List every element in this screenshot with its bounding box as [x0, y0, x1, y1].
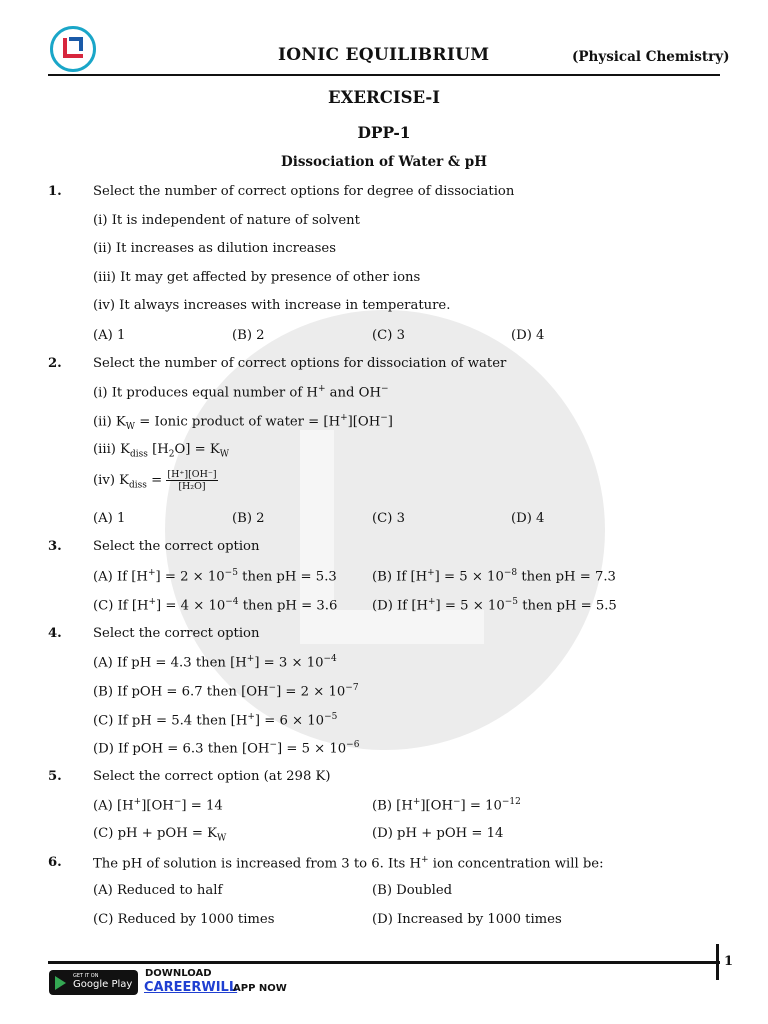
question-1-statement: (iii) It may get affected by presence of other ions [93, 270, 421, 285]
download-label: DOWNLOAD [145, 968, 212, 979]
question-3-option[interactable]: (B) If $[H^+] = 5 \times 10^{-8}$ then pH = 7.3 [372, 568, 616, 585]
question-2-option[interactable]: (D) 4 [511, 511, 545, 526]
question-1-text: Select the number of correct options for degree of dissociation [93, 184, 515, 199]
question-5-option[interactable]: (A) [H+][OH−] = 14 [93, 797, 223, 814]
question-2-option[interactable]: (A) 1 [93, 511, 126, 526]
page-subject-title: IONIC EQUILIBRIUM [278, 45, 490, 65]
question-4-option[interactable]: (A) If pH = 4.3 then $[H^+] = 3 \times 10^{-4}$ [93, 654, 337, 671]
question-5-text: Select the correct option (at 298 K) [93, 769, 331, 784]
footer-divider [48, 961, 720, 964]
question-2-option[interactable]: (C) 3 [372, 511, 405, 526]
question-6-option[interactable]: (B) Doubled [372, 883, 453, 898]
question-3-number: 3. [48, 539, 62, 554]
question-5-number: 5. [48, 769, 62, 784]
question-6-option[interactable]: (C) Reduced by 1000 times [93, 912, 275, 927]
question-2-statement: (i) It produces equal number of H+ and OH− [93, 384, 389, 401]
question-1-option[interactable]: (B) 2 [232, 328, 265, 343]
play-icon [55, 976, 66, 990]
question-1-number: 1. [48, 184, 62, 199]
question-6-number: 6. [48, 855, 62, 870]
question-3-option[interactable]: (D) If $[H^+] = 5 \times 10^{-5}$ then pH = 5.5 [372, 597, 617, 614]
question-3-text: Select the correct option [93, 539, 260, 554]
question-1-option[interactable]: (A) 1 [93, 328, 126, 343]
question-3-option[interactable]: (C) If $[H^+] = 4 \times 10^{-4}$ then pH = 3.6 [93, 597, 338, 614]
question-2-text: Select the number of correct options for dissociation of water [93, 356, 507, 371]
question-1-statement: (ii) It increases as dilution increases [93, 241, 336, 256]
question-2-statement: (ii) $K_W$ = Ionic product of water = [H+][OH−] [93, 413, 393, 433]
question-2-statement: (iii) $K_{diss}$ $[H_2O] = K_W$ [93, 442, 229, 460]
page-subject-branch: (Physical Chemistry) [572, 49, 730, 65]
question-4-option[interactable]: (D) If pOH = 6.3 then $[OH^-] = 5 \times 10^{-6}$ [93, 740, 360, 757]
question-1-statement: (iv) It always increases with increase in temperature. [93, 298, 451, 313]
question-1-statement: (i) It is independent of nature of solvent [93, 213, 360, 228]
question-5-option[interactable]: (B) $[H^+][OH^-] = 10^{-12}$ [372, 797, 521, 814]
section-title: Dissociation of Water & pH [281, 154, 487, 170]
question-1-option[interactable]: (C) 3 [372, 328, 405, 343]
question-2-number: 2. [48, 356, 62, 371]
fraction: $\frac{[H^+][OH^-]}{\text{[H₂O]}}$ [167, 469, 217, 492]
brand-logo-icon [50, 26, 96, 72]
question-6-option[interactable]: (D) Increased by 1000 times [372, 912, 562, 927]
question-4-option[interactable]: (C) If pH = 5.4 then $[H^+] = 6 \times 10^{-5}$ [93, 712, 338, 729]
question-1-option[interactable]: (D) 4 [511, 328, 545, 343]
dpp-title: DPP-1 [357, 123, 411, 142]
exercise-title: EXERCISE-I [328, 88, 440, 107]
question-4-option[interactable]: (B) If pOH = 6.7 then $[OH^-] = 2 \times 10^{-7}$ [93, 683, 359, 700]
question-4-text: Select the correct option [93, 626, 260, 641]
question-6-text: The pH of solution is increased from 3 to 6. Its H+ ion concentration will be: [93, 855, 604, 872]
question-3-option[interactable]: (A) If $[H^+] = 2 \times 10^{-5}$ then pH = 5.3 [93, 568, 337, 585]
question-5-option[interactable]: (C) pH + pOH = $K_W$ [93, 826, 227, 844]
header-divider [48, 74, 720, 76]
question-6-option[interactable]: (A) Reduced to half [93, 883, 223, 898]
question-2-statement: (iv) $K_{diss}$ = $\frac{[H^+][OH^-]}{\text{[H₂O]}}$ [93, 469, 217, 492]
google-play-badge[interactable] [49, 970, 138, 995]
app-now-label: APP NOW [233, 983, 287, 994]
page-number: 1 [724, 954, 734, 969]
question-4-number: 4. [48, 626, 62, 641]
footer-divider-vertical [716, 944, 719, 980]
question-2-option[interactable]: (B) 2 [232, 511, 265, 526]
badge-store-name: Google Play [73, 979, 133, 990]
careerwill-link[interactable]: CAREERWILL [144, 980, 238, 995]
question-5-option[interactable]: (D) pH + pOH = 14 [372, 826, 504, 841]
badge-caption: GET IT ON [73, 973, 99, 979]
